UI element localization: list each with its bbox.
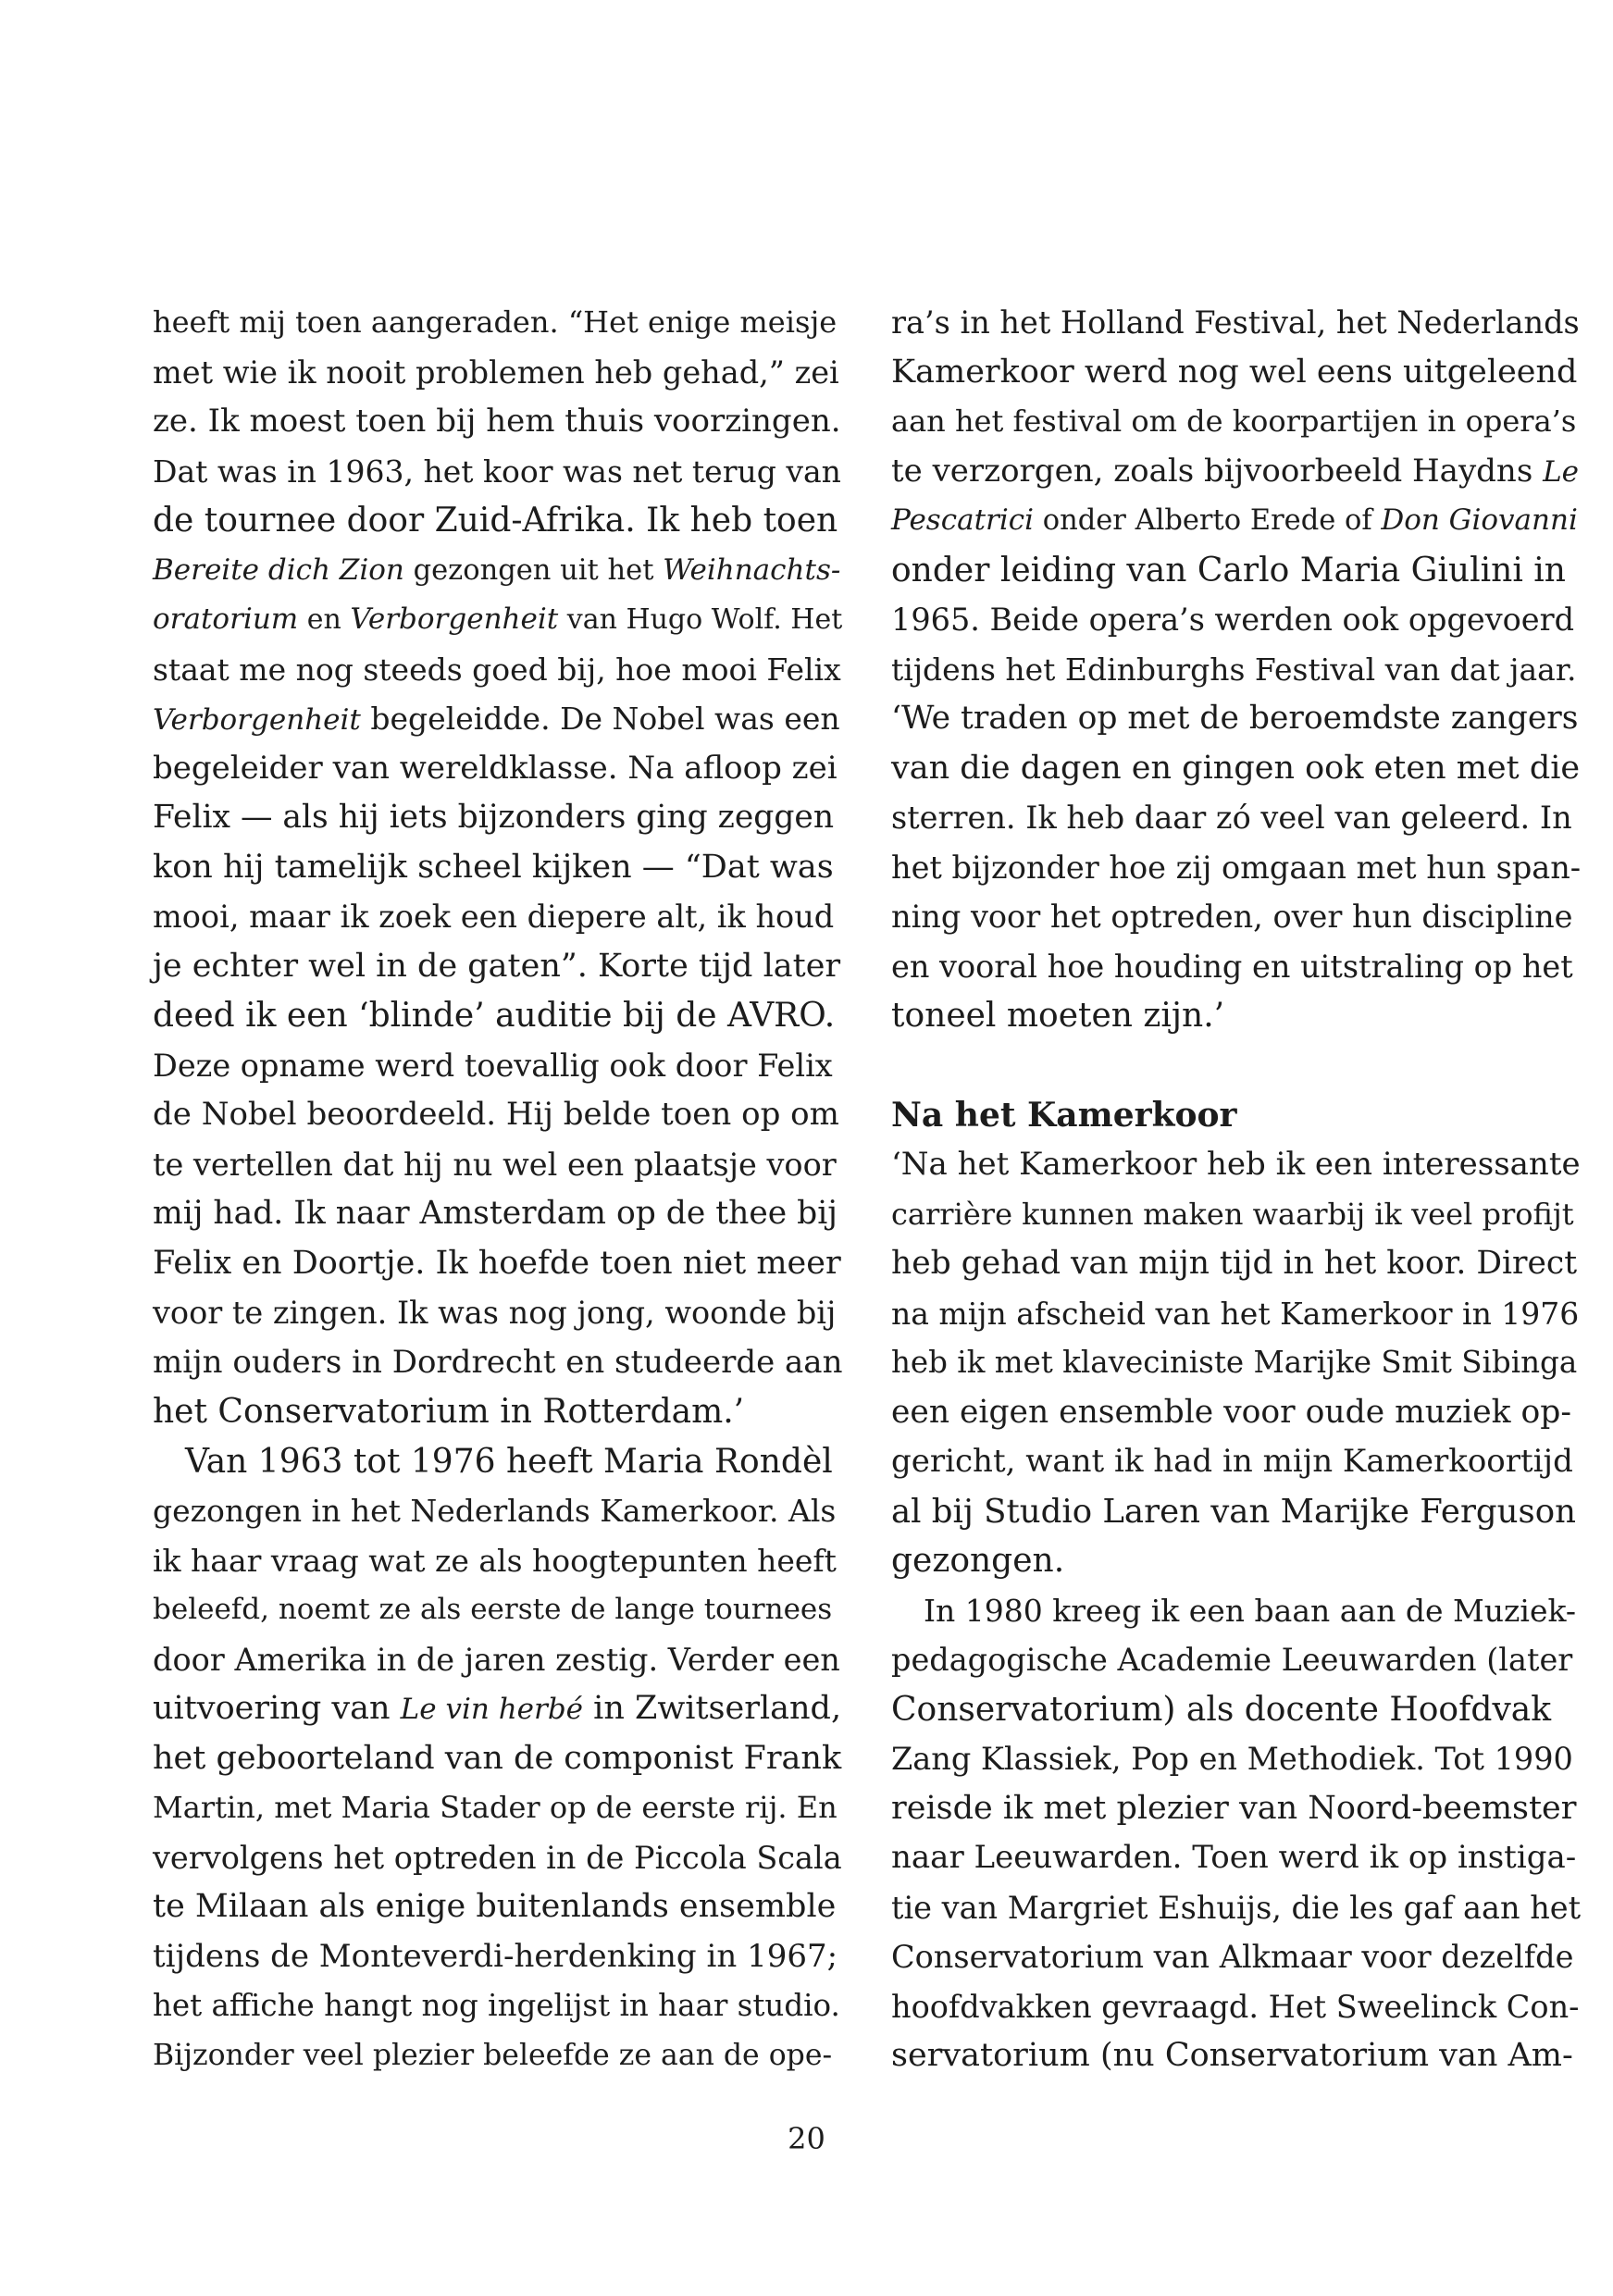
section-heading: Na het Kamerkoor — [891, 1095, 1237, 1135]
text-line: heb ik met klaveciniste Marijke Smit Sibinga — [891, 1345, 1578, 1380]
text-line: Deze opname werd toevallig ook door Felix — [153, 1047, 833, 1084]
text-line: begeleider van wereldklasse. Na afloop zei — [153, 749, 838, 787]
text-line: ‘We traden op met de beroemdste zangers — [891, 700, 1579, 737]
text-line: toneel moeten zijn.’ — [891, 997, 1225, 1035]
text-line: met wie ik nooit problemen heb gehad,” zei — [153, 354, 839, 391]
text-line: hoofdvakken gevraagd. Het Sweelinck Con- — [891, 1988, 1580, 2025]
text-line: onder leiding van Carlo Maria Giulini in — [891, 551, 1566, 590]
text-line: de tournee door Zuid-Afrika. Ik heb toen — [153, 502, 838, 540]
text-line: pedagogische Academie Leeuwarden (later — [891, 1642, 1573, 1678]
text-segment: onder Alberto Erede of — [1034, 504, 1382, 537]
text-line: reisde ik met plezier van Noord-beemster — [891, 1789, 1577, 1827]
text-line: te vertellen dat hij nu wel een plaatsje voor — [153, 1146, 837, 1183]
text-segment: uitvoering van — [153, 1690, 401, 1727]
italic-title: Verborgenheit — [350, 602, 559, 636]
text-line — [153, 694, 842, 744]
text-segment: en — [298, 603, 351, 636]
text-line: Kamerkoor werd nog wel eens uitgeleend — [891, 353, 1578, 391]
text-segment: gezongen uit het — [403, 553, 664, 587]
text-line: het Conservatorium in Rotterdam.’ — [153, 1393, 745, 1431]
text-line: carrière kunnen maken waarbij ik veel profijt — [891, 1196, 1574, 1232]
italic-title: Le vin herbé — [400, 1693, 584, 1726]
text-line — [891, 447, 1581, 497]
text-line: voor te zingen. Ik was nog jong, woonde bij — [153, 1295, 837, 1331]
text-line: Felix en Doortje. Ik hoefde toen niet meer — [153, 1244, 841, 1282]
text-line: mij had. Ik naar Amsterdam op de thee bij — [153, 1195, 838, 1232]
text-line: ik haar vraag wat ze als hoogtepunten heeft — [153, 1542, 837, 1579]
text-line: Bijzonder veel plezier beleefde ze aan de ope- — [153, 2038, 833, 2072]
text-line: tijdens het Edinburghs Festival van dat jaar. — [891, 651, 1577, 688]
italic-title: oratorium — [153, 602, 299, 636]
text-line — [153, 595, 842, 645]
text-line: naar Leeuwarden. Toen werd ik op instiga- — [891, 1839, 1577, 1876]
text-line: Dat was in 1963, het koor was net terug van — [153, 453, 841, 490]
text-line: ze. Ik moest toen bij hem thuis voorzingen. — [153, 403, 841, 440]
italic-title: Bereite dich Zion — [153, 552, 404, 587]
text-line: tijdens de Monteverdi-herdenking in 1967; — [153, 1937, 838, 1975]
italic-title: Don Giovanni — [1381, 503, 1578, 537]
text-line: en vooral hoe houding en uitstraling op het — [891, 948, 1573, 985]
paragraph-gap — [891, 1041, 1581, 1091]
text-line: je echter wel in de gaten”. Korte tijd later — [153, 947, 841, 985]
text-line: gericht, want ik had in mijn Kamerkoortijd — [891, 1443, 1573, 1480]
text-line: een eigen ensemble voor oude muziek op- — [891, 1393, 1572, 1431]
text-line: Conservatorium) als docente Hoofdvak — [891, 1690, 1552, 1729]
text-line: beleefd, noemt ze als eerste de lange tournees — [153, 1593, 833, 1626]
text-line: aan het festival om de koorpartijen in opera’s — [891, 403, 1577, 439]
text-line — [153, 1684, 842, 1734]
text-line: Conservatorium van Alkmaar voor dezelfde — [891, 1939, 1574, 1975]
text-line: heeft mij toen aangeraden. “Het enige meisje — [153, 304, 838, 340]
text-line: heb gehad van mijn tijd in het koor. Direct — [891, 1245, 1578, 1282]
text-line: door Amerika in de jaren zestig. Verder een — [153, 1641, 840, 1678]
text-segment: van Hugo Wolf. Het — [558, 603, 843, 636]
text-line: tie van Margriet Eshuijs, die les gaf aan het — [891, 1889, 1582, 1926]
text-line: kon hij tamelijk scheel kijken — “Dat was — [153, 848, 834, 886]
text-line: servatorium (nu Conservatorium van Am- — [891, 2037, 1573, 2074]
text-line: gezongen in het Nederlands Kamerkoor. Als — [153, 1493, 837, 1529]
text-line: na mijn afscheid van het Kamerkoor in 1976 — [891, 1295, 1580, 1332]
text-line: ‘Na het Kamerkoor heb ik een interessante — [891, 1146, 1581, 1183]
text-line: mijn ouders in Dordrecht en studeerde aan — [153, 1343, 843, 1381]
text-line: staat me nog steeds goed bij, hoe mooi Felix — [153, 651, 841, 688]
text-line: deed ik een ‘blinde’ auditie bij de AVRO. — [153, 997, 836, 1035]
text-line: ning voor het optreden, over hun discipline — [891, 899, 1573, 935]
text-line: mooi, maar ik zoek een diepere alt, ik houd — [153, 899, 835, 935]
text-line: de Nobel beoordeeld. Hij belde toen op om — [153, 1096, 839, 1133]
text-line: van die dagen en gingen ook eten met die — [891, 749, 1581, 787]
italic-title: Pescatrici — [891, 503, 1035, 537]
text-line: vervolgens het optreden in de Piccola Scala — [153, 1839, 842, 1876]
text-line: te Milaan als enige buitenlands ensemble — [153, 1888, 837, 1925]
text-line: sterren. Ik heb daar zó veel van geleerd. In — [891, 800, 1572, 836]
text-line: al bij Studio Laren van Marijke Ferguson — [891, 1492, 1576, 1531]
left-column — [153, 298, 842, 2080]
text-line: het geboorteland van de componist Frank — [153, 1739, 842, 1777]
italic-title: Verborgenheit — [153, 703, 361, 737]
page-number: 20 — [788, 2121, 825, 2156]
text-line: het affiche hangt nog ingelijst in haar studio. — [153, 1988, 840, 2023]
text-line: gezongen. — [891, 1542, 1065, 1580]
text-line: Felix — als hij iets bijzonders ging zeggen — [153, 799, 835, 836]
text-line — [891, 496, 1581, 546]
right-column — [891, 298, 1581, 2081]
text-segment: begeleidde. De Nobel was een — [360, 701, 840, 737]
text-line: 1965. Beide opera’s werden ook opgevoerd — [891, 602, 1575, 638]
text-line: In 1980 kreeg ik een baan aan de Muziek- — [924, 1592, 1577, 1629]
text-segment: in Zwitserland, — [583, 1690, 842, 1727]
text-line: Zang Klassiek, Pop en Methodiek. Tot 1990 — [891, 1741, 1573, 1777]
text-line: het bijzonder hoe zij omgaan met hun span- — [891, 849, 1582, 886]
text-line: ra’s in het Holland Festival, het Nederlands — [891, 304, 1580, 341]
text-line: Van 1963 tot 1976 heeft Maria Rondèl — [185, 1442, 833, 1481]
italic-title: Weihnachts- — [663, 552, 841, 587]
text-segment: te verzorgen, zoals bijvoorbeeld Haydns — [891, 452, 1544, 490]
text-line: Martin, met Maria Stader op de eerste rij. En — [153, 1790, 838, 1825]
italic-title: Le — [1543, 454, 1580, 489]
text-line — [153, 546, 842, 596]
